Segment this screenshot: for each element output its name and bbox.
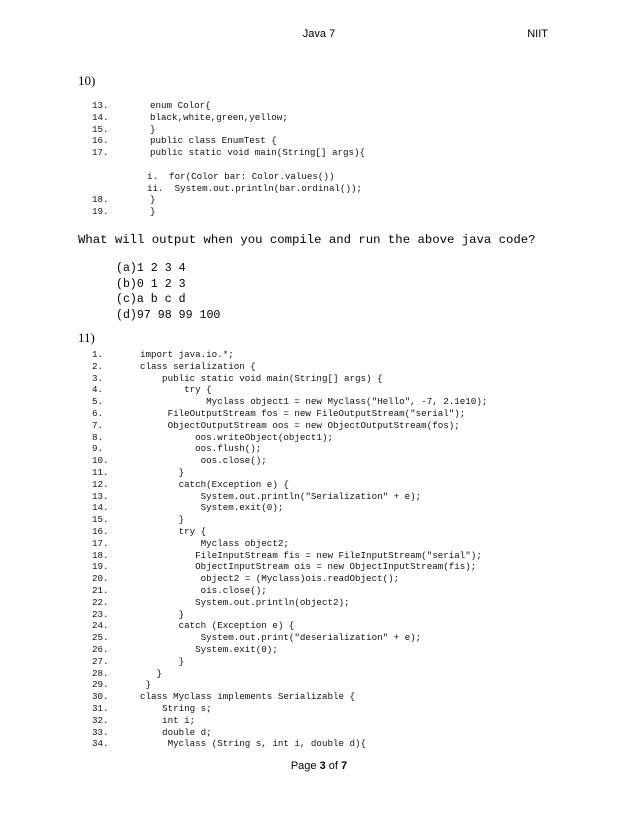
code-text: object2 = (Myclass)ois.readObject(); [140,573,400,585]
code-text: public class EnumTest { [150,135,277,147]
code-text: oos.writeObject(object1); [140,431,333,443]
code-text: } [150,206,156,218]
line-number: 22. [92,596,109,608]
line-number: 15. [92,123,109,135]
code-text: double d; [140,726,212,738]
code-text: black,white,green,yellow; [150,111,288,123]
line-number: 21. [92,584,109,596]
line-number: 33. [92,726,109,738]
line-number: 6. [92,407,104,419]
code-text: try { [140,384,212,396]
line-number: 32. [92,714,109,726]
line-number: 12. [92,478,109,490]
footer-of-label: of [328,760,338,772]
code-text: import java.io.*; [140,349,234,360]
code-text: i. for(Color bar: Color.values()) [147,170,335,182]
question-10-text: What will output when you compile and run the above java code? [78,233,536,247]
line-number: 23. [92,608,109,620]
line-number: 17. [92,537,109,549]
code-text: System.out.println("Serialization" + e); [140,490,422,502]
code-text: FileInputStream fis = new FileInputStream("serial"); [140,549,482,561]
line-number: 10. [92,455,109,467]
line-number: 27. [92,655,109,667]
code-text: String s; [140,702,212,714]
code-text: FileOutputStream fos = new FileOutputStream("serial"); [140,407,466,419]
line-number: 13. [92,100,109,111]
line-number: 14. [92,502,109,514]
code-text: Myclass object2; [140,537,289,549]
code-text: System.exit(0); [140,502,284,514]
code-text: oos.flush(); [140,443,262,455]
header-right: NIIT [527,28,548,40]
line-number: 3. [92,372,104,384]
line-number: 29. [92,679,109,691]
code-text: } [140,655,185,667]
question-10-number: 10) [78,73,96,88]
footer-page-number: 3 [319,760,326,772]
line-number: 24. [92,620,109,632]
header-title: Java 7 [302,28,336,40]
line-number: 13. [92,490,109,502]
code-text: } [140,667,163,679]
page-footer [0,760,638,772]
line-number: 16. [92,135,109,147]
line-number: 4. [92,384,104,396]
line-number: 28. [92,667,109,679]
line-number: 9. [92,443,104,455]
code-text: } [140,608,185,620]
code-text: class serialization { [140,360,256,372]
line-number: 20. [92,573,109,585]
code-text: Myclass object1 = new Myclass("Hello", -7, 2.1e10); [140,396,488,408]
code-text: } [150,194,156,206]
code-text: System.out.print("deserialization" + e); [140,632,422,644]
code-text: try { [140,525,207,537]
option-item: (a)1 2 3 4 [116,262,186,275]
code-text: catch (Exception e) { [140,620,295,632]
line-number: 18. [92,549,109,561]
code-text: } [140,514,185,526]
code-text: catch(Exception e) { [140,478,289,490]
code-text: ii. System.out.println(bar.ordinal()); [147,182,363,194]
option-item: (b)0 1 2 3 [116,277,186,291]
line-number: 34. [92,738,109,750]
code-text: System.out.println(object2); [140,596,350,608]
line-number: 26. [92,643,109,655]
options-list-q10 [116,262,220,324]
code-text: System.exit(0); [140,643,278,655]
line-number: 19. [92,561,109,573]
line-number: 18. [92,194,109,206]
code-text: oos.close(); [140,455,267,467]
question-11-number: 11) [78,330,95,345]
line-number: 31. [92,702,109,714]
code-text: ois.close(); [140,584,267,596]
line-number: 25. [92,632,109,644]
line-number: 16. [92,525,109,537]
code-text: } [140,466,185,478]
line-number: 14. [92,111,109,123]
code-text: enum Color{ [150,100,211,111]
line-number: 17. [92,147,109,159]
line-number: 5. [92,396,104,408]
code-text: int i; [140,714,196,726]
line-number: 19. [92,206,109,218]
code-text: ObjectOutputStream oos = new ObjectOutputStream(fos); [140,419,460,431]
line-number: 1. [92,349,104,360]
line-number: 15. [92,514,109,526]
line-number: 2. [92,360,104,372]
line-number: 8. [92,431,104,443]
option-item: (d)97 98 99 100 [116,308,221,322]
code-text: } [140,679,152,691]
code-text: class Myclass implements Serializable { [140,691,356,703]
code-text: public static void main(String[] args){ [150,147,366,159]
line-number: 7. [92,419,104,431]
code-text: ObjectInputStream ois = new ObjectInputStream(fis); [140,561,477,573]
footer-page-total: 7 [341,760,348,772]
option-item: (c)a b c d [116,293,186,306]
code-text: public static void main(String[] args) { [140,372,383,384]
code-text: Myclass (String s, int i, double d){ [140,738,367,750]
line-number: 11. [92,466,109,478]
code-text: } [150,123,156,135]
footer-page-label: Page [290,760,317,772]
line-number: 30. [92,691,109,703]
